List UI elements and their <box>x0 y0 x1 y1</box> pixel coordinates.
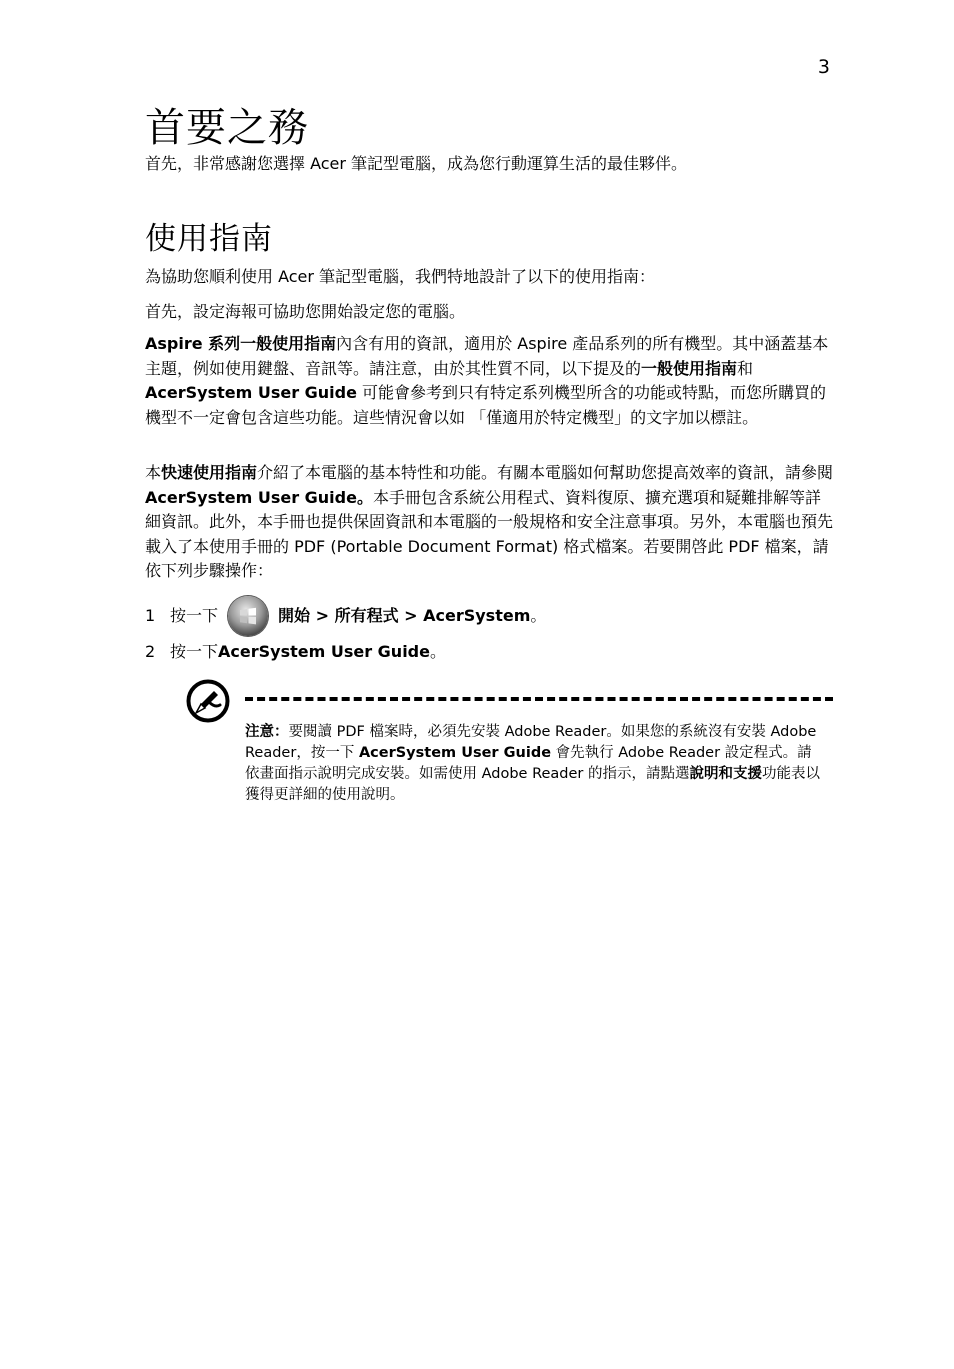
guide-intro-paragraph: 為協助您順利使用 Acer 筆記型電腦，我們特地設計了以下的使用指南： <box>145 267 656 286</box>
heading-first-things-first: 首要之務 <box>145 105 309 151</box>
aspire-guide-title: Aspire 系列一般使用指南 <box>145 334 337 353</box>
note-pen-icon <box>185 678 231 724</box>
start-menu-path: 開始 > 所有程式 > AcerSystem <box>278 606 531 625</box>
quick-guide-title: 快速使用指南 <box>161 463 258 482</box>
acersystem-guide-title: AcerSystem User Guide <box>145 383 357 402</box>
intro-paragraph: 首先，非常感謝您選擇 Acer 筆記型電腦，成為您行動運算生活的最佳夥伴。 <box>145 154 688 173</box>
heading-your-guides: 使用指南 <box>145 221 273 257</box>
help-and-support: 說明和支援 <box>689 766 763 782</box>
note-acersystem-guide: AcerSystem User Guide <box>358 745 552 761</box>
acersystem-user-guide-link: AcerSystem User Guide <box>218 642 430 661</box>
generic-guide-title: 一般使用指南 <box>641 358 738 378</box>
aspire-guide-paragraph: Aspire 系列一般使用指南內含有用的資訊，適用於 Aspire 產品系列的所有機型。其中涵蓋基本主題，例如使用鍵盤、音訊等。請注意，由於其性質不同，以下提及的一般使用指南和 AcerSystem User Guide 可能會參考到只有特定系列機型所含的功能或特點，而您所購買的機型不一定會包含這些功能。這些情況會以如 「僅適用於特定機型」的文字加以標註。 <box>145 334 829 427</box>
note-divider <box>245 697 833 701</box>
windows-start-icon[interactable] <box>228 596 268 636</box>
poster-paragraph: 首先，設定海報可協助您開始設定您的電腦。 <box>145 302 466 321</box>
page-number: 3 <box>817 56 830 78</box>
note-paragraph: 注意：要閱讀 PDF 檔案時，必須先安裝 Adobe Reader。如果您的系統沒有安裝 Adobe Reader，按一下 AcerSystem User Guide 會先執行 Adobe Reader 設定程式。請依畫面指示說明完成安裝。如需使用 Adobe Reader 的指示，請點選說明和支援功能表以獲得更詳細的使用說明。 <box>245 724 821 803</box>
note-label: 注意： <box>245 724 289 740</box>
step-2: 2 按一下 AcerSystem User Guide 。 <box>145 640 446 664</box>
acersystem-guide-ref: AcerSystem User Guide。 <box>145 487 373 507</box>
quick-guide-paragraph: 本快速使用指南介紹了本電腦的基本特性和功能。有關本電腦如何幫助您提高效率的資訊，請參閱 AcerSystem User Guide。本手冊包含系統公用程式、資料復原、擴充選項和疑難排解等詳細資訊。此外，本手冊也提供保固資訊和本電腦的一般規格和安全注意事項。另外，本電腦也預先載入了本使用手冊的 PDF (Portable Document Format) 格式檔案。若要開啓此 PDF 檔案，請依下列步驟操作： <box>145 463 834 580</box>
step-1: 1 按一下 開始 > 所有程式 > AcerSystem 。 <box>145 596 546 636</box>
